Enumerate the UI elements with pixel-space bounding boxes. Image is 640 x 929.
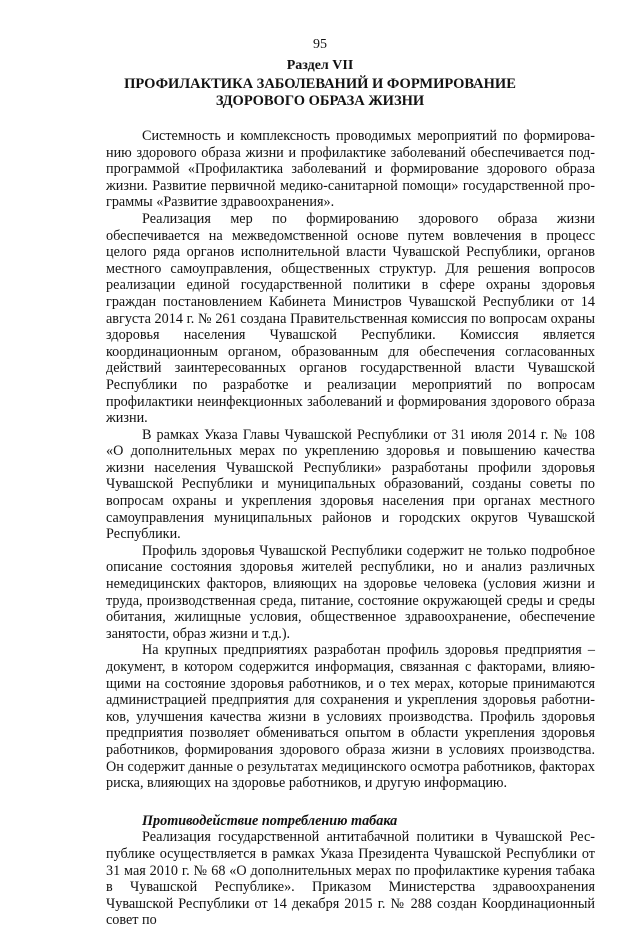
paragraph-6: Реализация государственной антитабачной политики в Чувашской Республике осуществляется в рамках Указа Президента Чувашской Республики от 31 мая 2010 г. № 68 «О дополнительных мерах по профилактике курения табака в Чувашской Республике». Приказом Министерства здравоохранения Чувашской Республики от 14 декабря 2015 г. № 288 создан Координационный совет по [106, 829, 595, 929]
paragraph-2: Реализация мер по формированию здорового образа жизни обеспечивается на межведомственной основе путем вовлечения в процесс целого ряда органов исполнительной власти Чувашской Республики, органов местного самоуправления, общественных структур. Для решения вопросов реализации единой государственной политики в сфере охраны здоровья граждан постановлением Кабинета Министров Чувашской Республики от 14 августа 2014 г. № 261 создана Правительственная комиссия по вопросам охраны здоровья населения Чувашской Республики. Комиссия является координационным органом, образованным для обеспечения согласованных действий заинтересованных органов государственной власти Чувашской Республики по разработке и реализации мероприятий по вопросам профилактики неинфекционных заболеваний и формирования здорового образа жизни. [106, 210, 595, 427]
body-text [106, 128, 595, 929]
paragraph-5: На крупных предприятиях разработан профиль здоровья предприятия – документ, в котором содержится информация, связанная с факторами, влияющими на состояние здоровья работников, и о тех мерах, которые принимаются администрацией предприятия для сохранения и укрепления здоровья работников, улучшения качества жизни в условиях производства. Профиль здоровья предприятия позволяет обмениваться опытом в области укрепления здоровья работников, формирования здорового образа жизни в условиях производства. Он содержит данные о результатах медицинского осмотра работников, факторах риска, влияющих на здоровье работников, и другую информацию. [106, 642, 595, 792]
page-number: 95 [313, 37, 327, 52]
section-label: Раздел VII [286, 58, 354, 73]
section-title: ПРОФИЛАКТИКА ЗАБОЛЕВАНИЙ И ФОРМИРОВАНИЕ ЗДОРОВОГО ОБРАЗА ЖИЗНИ [124, 76, 516, 109]
paragraph-1: Системность и комплексность проводимых мероприятий по формированию здорового образа жизни и профилактике заболеваний обеспечивается подпрограммой «Профилактика заболеваний и формирование здорового образа жизни. Развитие первичной медико-санитарной помощи» государственной программы «Развитие здравоохранения». [106, 128, 595, 211]
paragraph-3: В рамках Указа Главы Чувашской Республики от 31 июля 2014 г. № 108 «О дополнительных мерах по укреплению здоровья и повышению качества жизни населения Чувашской Республики» разработаны профили здоровья Чувашской Республики и муниципальных образований, созданы советы по вопросам охраны и укрепления здоровья населения при органах местного самоуправления муниципальных районов и городских округов Чувашской Республики. [106, 426, 595, 543]
subheading: Противодействие потреблению табака [142, 812, 398, 829]
paragraph-4: Профиль здоровья Чувашской Республики содержит не только подробное описание состояния здоровья жителей республики, но и анализ различных немедицинских факторов, влияющих на здоровье человека (условия жизни и труда, производственная среда, питание, состояние окружающей среды и среды обитания, жилищные условия, общественное здравоохранение, обеспечение занятости, образ жизни и т.д.). [106, 542, 595, 642]
